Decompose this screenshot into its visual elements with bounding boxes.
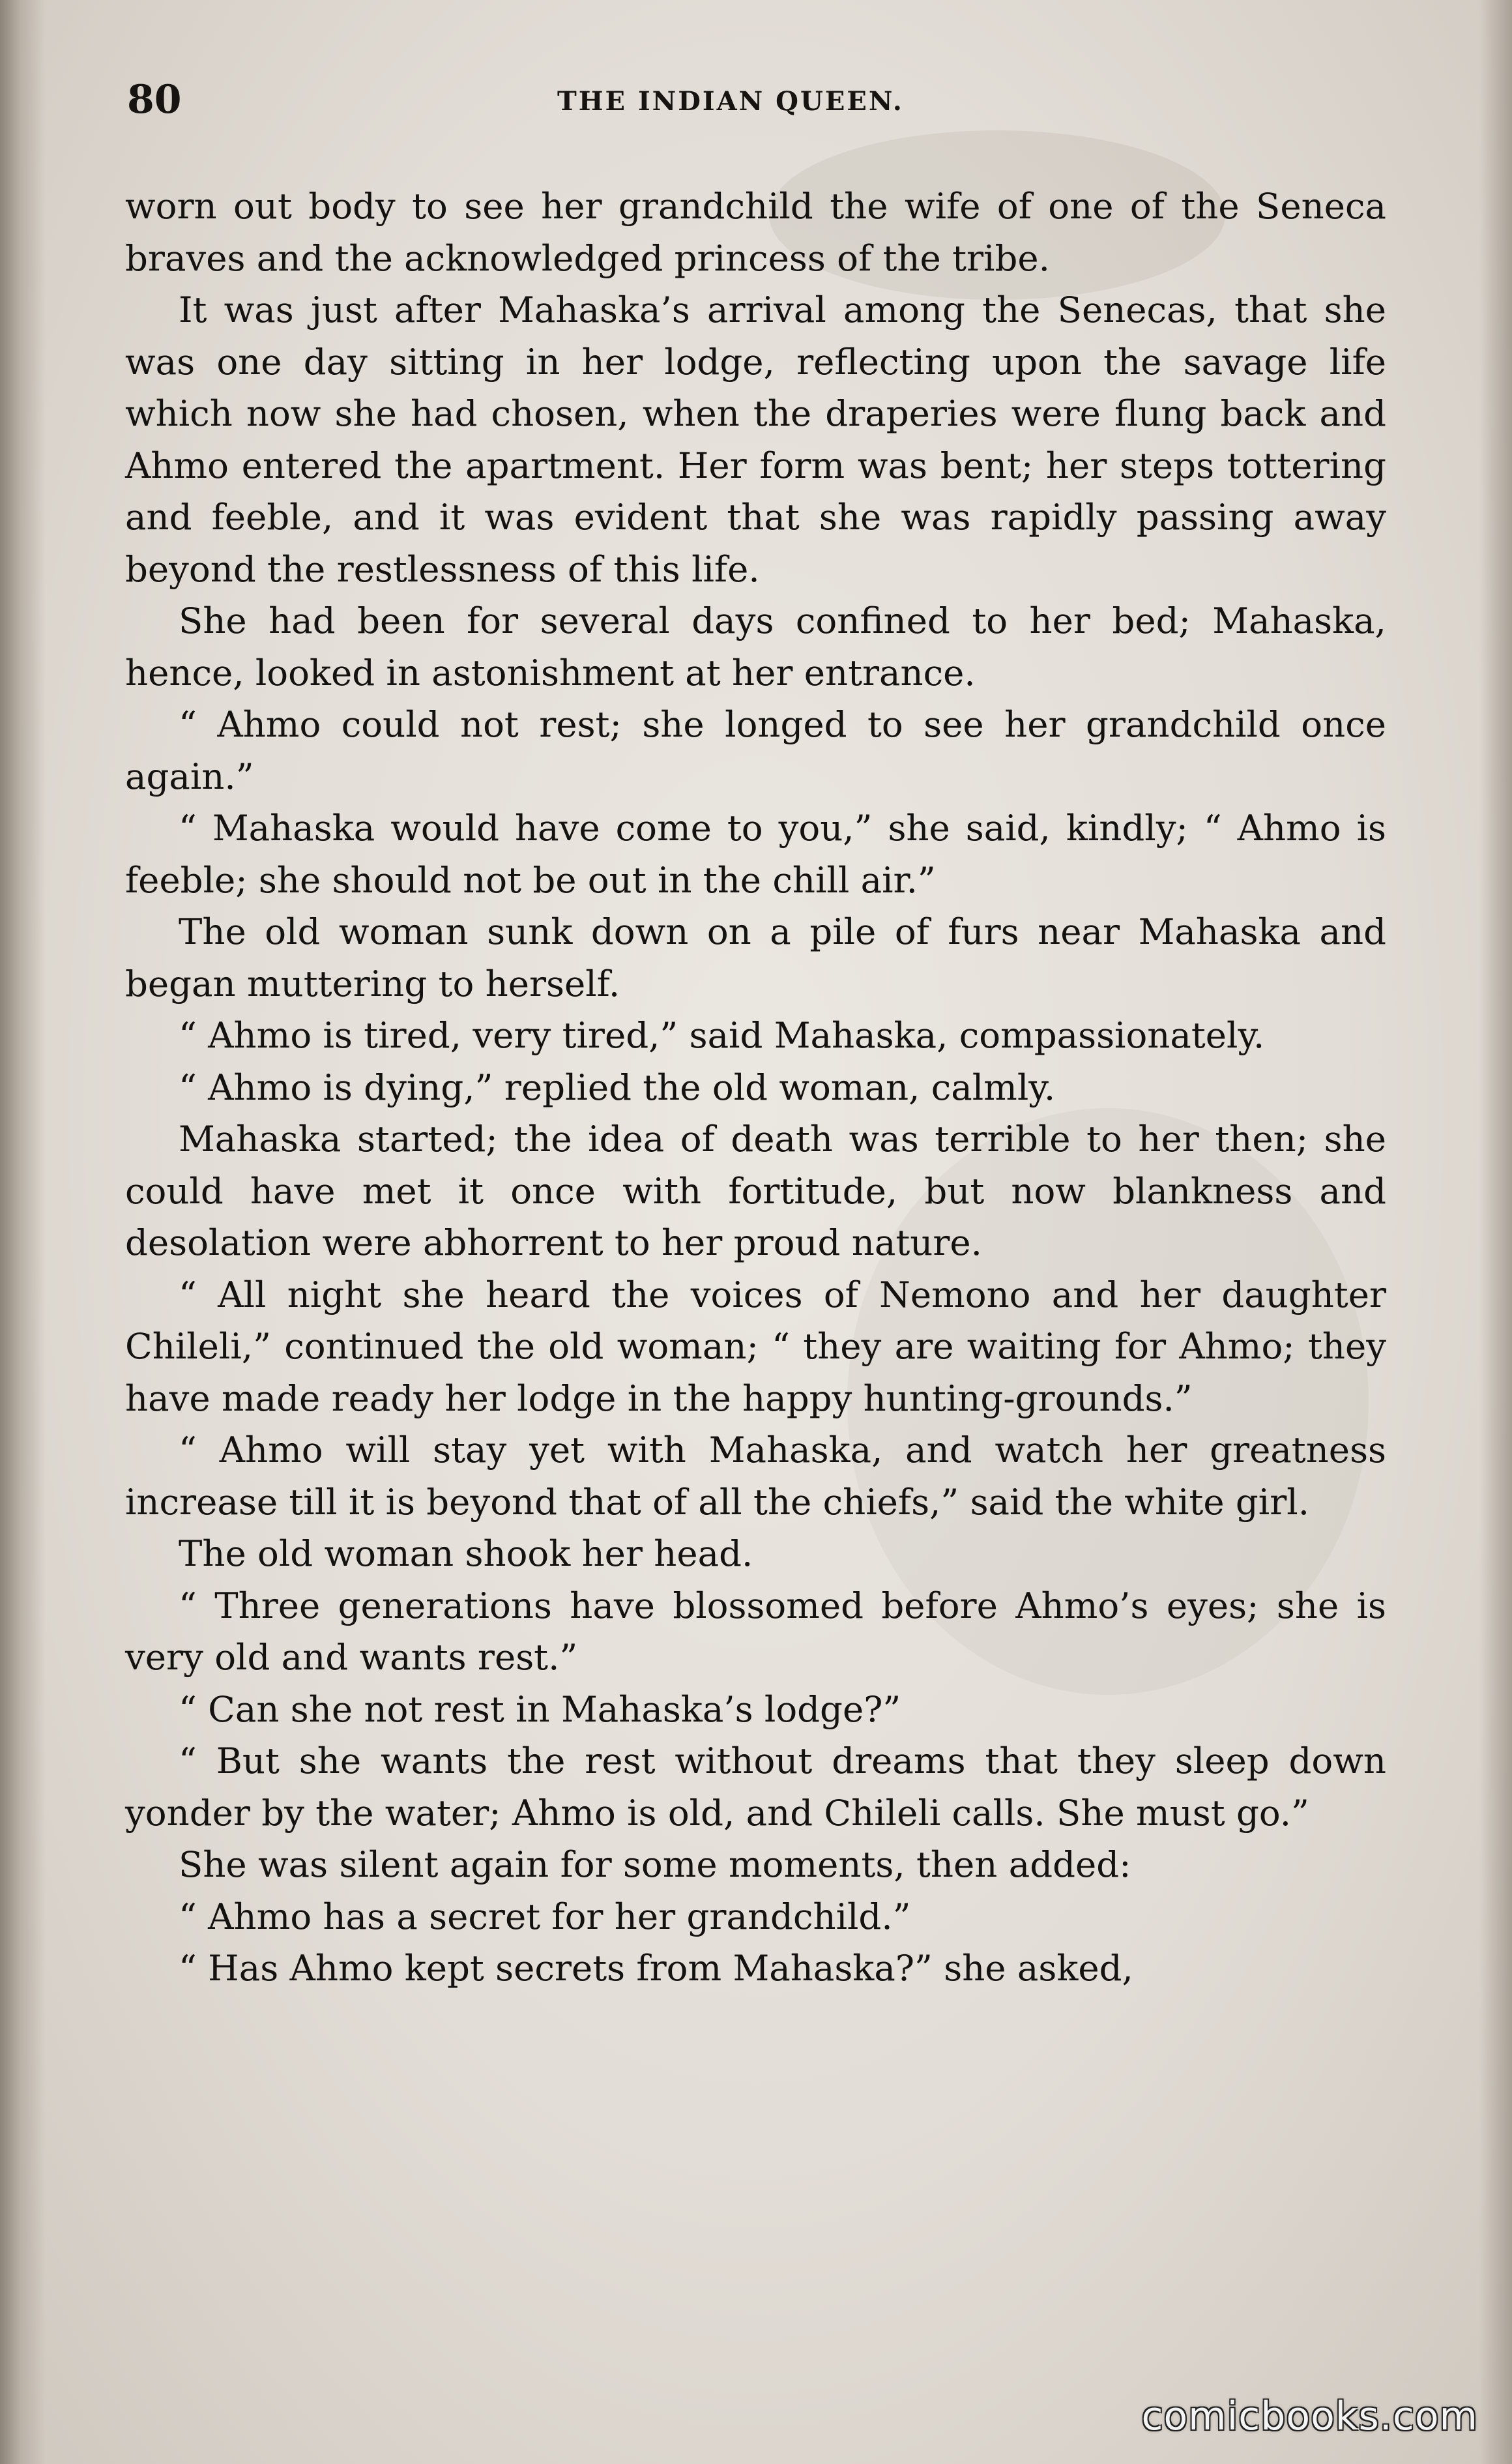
page-left-edge-shadow bbox=[0, 0, 46, 2464]
body-text bbox=[125, 181, 1386, 1995]
running-title: THE INDIAN QUEEN. bbox=[557, 86, 904, 117]
paragraph: “ Ahmo is tired, very tired,” said Mahaska, compassionately. bbox=[179, 1014, 1265, 1056]
paragraph: “ But she wants the rest without dreams that they sleep down yonder by the water; Ahmo is old, and Chileli calls. She must go.” bbox=[125, 1740, 1386, 1834]
paragraph: “ Ahmo could not rest; she longed to see her grandchild once again.” bbox=[125, 703, 1386, 797]
page-right-edge-shadow bbox=[1479, 0, 1512, 2464]
running-header bbox=[127, 77, 1385, 129]
paragraph: It was just after Mahaska’s arrival among the Senecas, that she was one day sitting in her lodge, reflecting upon the savage life which now she had chosen, when the draperies were flung back and Ahmo entered the apartment. Her form was bent; her steps tottering and feeble, and it was evident that she was rapidly passing away beyond the restlessness of this life. bbox=[125, 289, 1386, 590]
paragraph: “ Ahmo has a secret for her grandchild.” bbox=[179, 1895, 911, 1937]
paragraph: She was silent again for some moments, then added: bbox=[179, 1843, 1131, 1885]
paragraph: She had been for several days confined to her bed; Mahaska, hence, looked in astonishment at her entrance. bbox=[125, 600, 1386, 694]
paragraph: The old woman shook her head. bbox=[179, 1533, 753, 1574]
paragraph: Mahaska started; the idea of death was terrible to her then; she could have met it once with fortitude, but now blankness and desolation were abhorrent to her proud nature. bbox=[125, 1118, 1386, 1263]
paragraph: “ Three generations have blossomed before Ahmo’s eyes; she is very old and wants rest.” bbox=[125, 1584, 1386, 1678]
paragraph: “ Has Ahmo kept secrets from Mahaska?” she asked, bbox=[179, 1947, 1133, 1989]
paragraph: “ All night she heard the voices of Nemono and her daughter Chileli,” continued the old woman; “ they are waiting for Ahmo; they have made ready her lodge in the happy hunting-grounds.” bbox=[125, 1273, 1386, 1419]
paragraph: worn out body to see her grandchild the wife of one of the Seneca braves and the acknowledged princess of the tribe. bbox=[125, 185, 1386, 279]
paragraph: “ Ahmo will stay yet with Mahaska, and watch her greatness increase till it is beyond that of all the chiefs,” said the white girl. bbox=[125, 1429, 1386, 1523]
paragraph: “ Mahaska would have come to you,” she said, kindly; “ Ahmo is feeble; she should not be out in the chill air.” bbox=[125, 807, 1386, 901]
paragraph: The old woman sunk down on a pile of furs near Mahaska and began muttering to herself. bbox=[125, 911, 1386, 1005]
watermark: comicbooks.com bbox=[1141, 2394, 1478, 2439]
paragraph: “ Ahmo is dying,” replied the old woman, calmly. bbox=[179, 1066, 1056, 1108]
page-number: 80 bbox=[127, 77, 182, 123]
paragraph: “ Can she not rest in Mahaska’s lodge?” bbox=[179, 1688, 901, 1730]
